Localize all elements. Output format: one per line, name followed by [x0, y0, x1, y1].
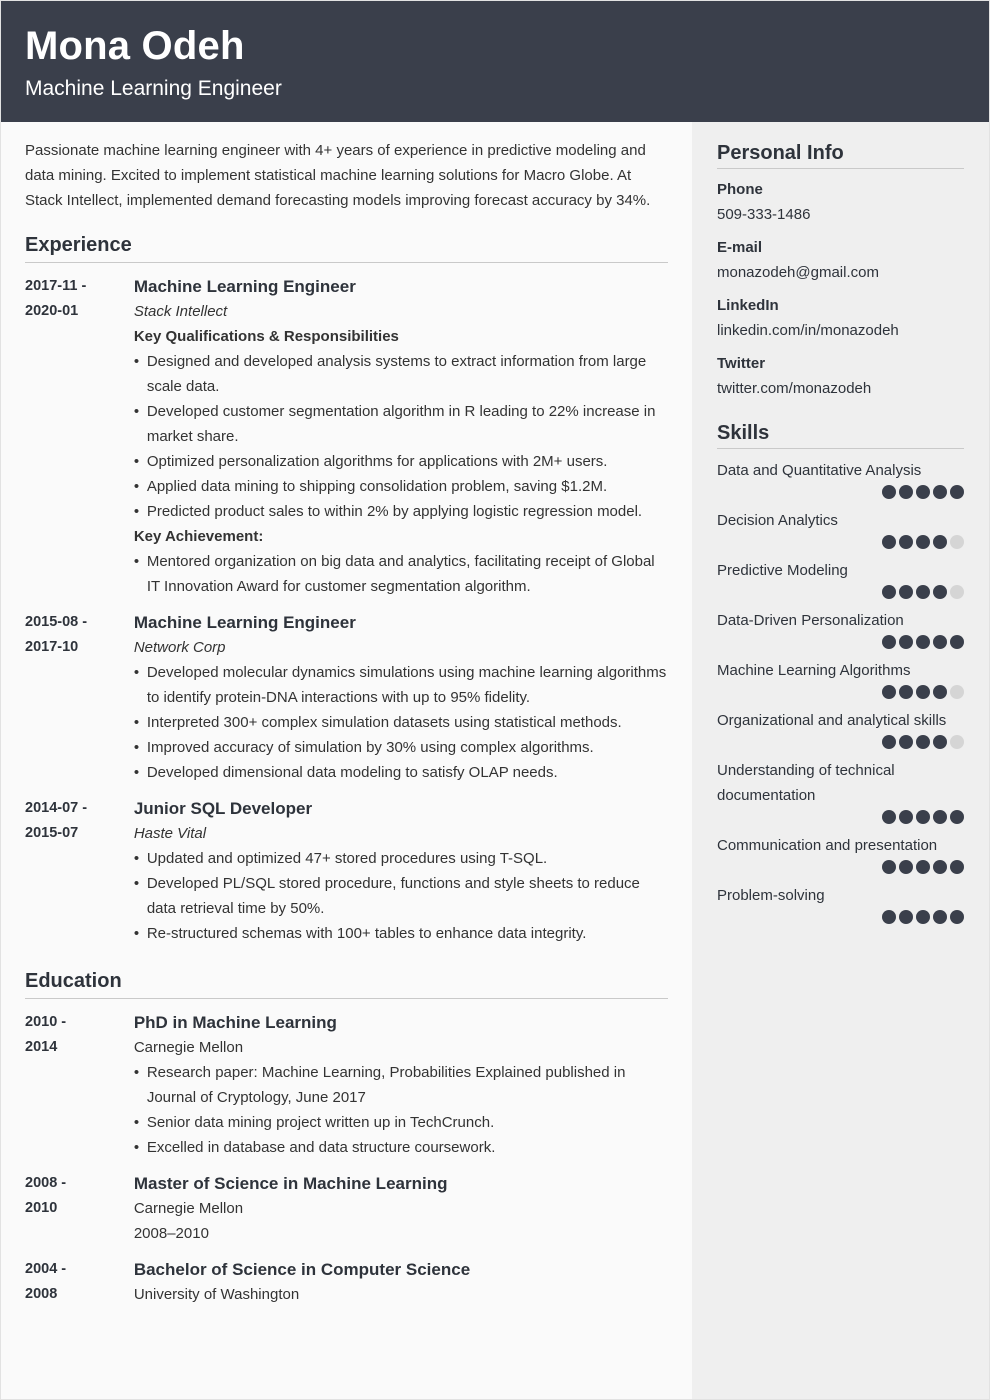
- skill-item: [717, 883, 964, 924]
- job-title: Machine Learning Engineer: [133, 277, 356, 296]
- responsibilities-heading: Key Qualifications & Responsibilities: [133, 328, 399, 345]
- skill-name: Understanding of technical documentation: [717, 762, 895, 804]
- rating-dot-filled: [882, 535, 896, 549]
- main-column: [1, 122, 692, 1399]
- entry-content: [134, 274, 668, 599]
- date-end: 2015-07: [25, 825, 79, 841]
- skill-rating: [717, 585, 964, 599]
- entry-content: [134, 1010, 668, 1160]
- date-start: 2008 -: [25, 1175, 67, 1191]
- rating-dot-filled: [950, 860, 964, 874]
- resume-header: [1, 1, 989, 122]
- rating-dot-filled: [882, 810, 896, 824]
- skill-rating: [717, 860, 964, 874]
- email-label: E-mail: [717, 239, 763, 256]
- rating-dot-filled: [882, 585, 896, 599]
- date-start: 2014-07 -: [25, 800, 88, 816]
- list-item: • Designed and developed analysis systems to extract information from large scale data.: [134, 349, 668, 399]
- entry-dates: [25, 1171, 134, 1246]
- education-heading: Education: [25, 968, 668, 999]
- candidate-name: Mona Odeh: [25, 24, 245, 68]
- education-details-list: [134, 1060, 668, 1160]
- degree-title: Master of Science in Machine Learning: [133, 1174, 448, 1193]
- rating-dot-filled: [950, 810, 964, 824]
- school-name: Carnegie Mellon: [133, 1200, 244, 1217]
- skill-item: [717, 608, 964, 649]
- sidebar: [692, 122, 989, 1399]
- rating-dot-filled: [933, 910, 947, 924]
- date-end: 2014: [25, 1039, 58, 1055]
- job-title: Machine Learning Engineer: [133, 613, 356, 632]
- rating-dot-filled: [882, 685, 896, 699]
- rating-dot-filled: [899, 910, 913, 924]
- skill-name: Data and Quantitative Analysis: [717, 462, 922, 479]
- school-name: Carnegie Mellon: [133, 1039, 244, 1056]
- date-end: 2020-01: [25, 303, 79, 319]
- twitter-value: twitter.com/monazodeh: [717, 380, 872, 397]
- rating-dot-filled: [933, 585, 947, 599]
- education-years: 2008–2010: [133, 1225, 209, 1242]
- responsibilities-list: [134, 349, 668, 524]
- linkedin-value: linkedin.com/in/monazodeh: [717, 322, 899, 339]
- skill-name: Predictive Modeling: [717, 562, 848, 579]
- list-item: • Applied data mining to shipping consolidation problem, saving $1.2M.: [134, 474, 668, 499]
- list-item: • Senior data mining project written up in TechCrunch.: [134, 1110, 668, 1135]
- entry-dates: [25, 274, 134, 599]
- rating-dot-filled: [916, 860, 930, 874]
- entry-dates: [25, 1010, 134, 1160]
- rating-dot-filled: [933, 535, 947, 549]
- skill-name: Organizational and analytical skills: [717, 712, 947, 729]
- skill-name: Machine Learning Algorithms: [717, 662, 911, 679]
- list-item: • Interpreted 300+ complex simulation datasets using statistical methods.: [134, 710, 668, 735]
- list-item: • Excelled in database and data structure coursework.: [134, 1135, 668, 1160]
- experience-entry: [25, 610, 668, 785]
- skill-item: [717, 833, 964, 874]
- skill-rating: [717, 810, 964, 824]
- list-item: • Mentored organization on big data and analytics, facilitating receipt of Global IT Innovation Award for customer segmentation algorithm.: [134, 549, 668, 599]
- responsibilities-list: [134, 660, 668, 785]
- date-end: 2010: [25, 1200, 58, 1216]
- skill-item: [717, 708, 964, 749]
- date-start: 2017-11 -: [25, 278, 87, 294]
- date-end: 2017-10: [25, 639, 79, 655]
- phone-label: Phone: [717, 181, 763, 198]
- responsibilities-list: [134, 846, 668, 946]
- list-item: • Improved accuracy of simulation by 30% using complex algorithms.: [134, 735, 668, 760]
- list-item: • Developed dimensional data modeling to satisfy OLAP needs.: [134, 760, 668, 785]
- list-item: • Updated and optimized 47+ stored procedures using T-SQL.: [134, 846, 668, 871]
- list-item: • Optimized personalization algorithms for applications with 2M+ users.: [134, 449, 668, 474]
- list-item: • Research paper: Machine Learning, Probabilities Explained published in Journal of Cryptology, June 2017: [134, 1060, 668, 1110]
- list-item: • Developed molecular dynamics simulations using machine learning algorithms to identify protein-DNA interactions with up to 95% fidelity.: [134, 660, 668, 710]
- education-entry: [25, 1171, 668, 1246]
- rating-dot-filled: [933, 810, 947, 824]
- list-item: • Re-structured schemas with 100+ tables to enhance data integrity.: [134, 921, 668, 946]
- rating-dot-filled: [882, 860, 896, 874]
- rating-dot-filled: [933, 485, 947, 499]
- rating-dot-filled: [916, 685, 930, 699]
- rating-dot-filled: [899, 685, 913, 699]
- rating-dot-filled: [950, 635, 964, 649]
- rating-dot-filled: [950, 485, 964, 499]
- entry-content: [134, 610, 668, 785]
- job-title: Junior SQL Developer: [133, 799, 313, 818]
- rating-dot-filled: [882, 735, 896, 749]
- rating-dot-filled: [916, 535, 930, 549]
- entry-dates: [25, 1257, 134, 1307]
- rating-dot-filled: [899, 635, 913, 649]
- entry-dates: [25, 796, 134, 946]
- candidate-role: Machine Learning Engineer: [25, 77, 282, 100]
- rating-dot-filled: [899, 585, 913, 599]
- email-value: monazodeh@gmail.com: [717, 264, 879, 281]
- rating-dot-empty: [950, 585, 964, 599]
- skill-name: Data-Driven Personalization: [717, 612, 904, 629]
- company-name: Network Corp: [133, 639, 226, 656]
- rating-dot-filled: [916, 910, 930, 924]
- rating-dot-filled: [899, 860, 913, 874]
- degree-title: Bachelor of Science in Computer Science: [133, 1260, 471, 1279]
- skill-item: [717, 458, 964, 499]
- skill-item: [717, 658, 964, 699]
- rating-dot-filled: [899, 485, 913, 499]
- skill-rating: [717, 685, 964, 699]
- achievements-list: [134, 549, 668, 599]
- skill-name: Communication and presentation: [717, 837, 938, 854]
- rating-dot-empty: [950, 535, 964, 549]
- skill-item: [717, 508, 964, 549]
- resume-body: [1, 122, 989, 1399]
- skill-rating: [717, 735, 964, 749]
- education-entry: [25, 1010, 668, 1160]
- date-end: 2008: [25, 1286, 58, 1302]
- experience-entry: [25, 796, 668, 946]
- company-name: Stack Intellect: [133, 303, 228, 320]
- rating-dot-filled: [882, 485, 896, 499]
- education-entry: [25, 1257, 668, 1307]
- skill-name: Problem-solving: [717, 887, 825, 904]
- experience-entry: [25, 274, 668, 599]
- rating-dot-filled: [933, 685, 947, 699]
- skill-rating: [717, 635, 964, 649]
- skill-item: [717, 758, 964, 824]
- rating-dot-filled: [916, 585, 930, 599]
- rating-dot-filled: [916, 810, 930, 824]
- skills-heading: Skills: [717, 420, 964, 449]
- twitter-label: Twitter: [717, 355, 766, 372]
- list-item: • Predicted product sales to within 2% by applying logistic regression model.: [134, 499, 668, 524]
- school-name: University of Washington: [133, 1286, 300, 1303]
- rating-dot-filled: [899, 535, 913, 549]
- rating-dot-filled: [916, 485, 930, 499]
- company-name: Haste Vital: [133, 825, 207, 842]
- date-start: 2004 -: [25, 1261, 67, 1277]
- rating-dot-filled: [882, 635, 896, 649]
- rating-dot-filled: [933, 735, 947, 749]
- rating-dot-empty: [950, 735, 964, 749]
- summary-text: Passionate machine learning engineer with 4+ years of experience in predictive modeling and data mining. Excited to implement statistical machine learning solutions for Macro Globe. At Stack Intellect, implemented demand forecasting models improving forecast accuracy by 34%.: [25, 142, 651, 209]
- rating-dot-filled: [933, 860, 947, 874]
- rating-dot-filled: [933, 635, 947, 649]
- rating-dot-filled: [882, 910, 896, 924]
- experience-heading: Experience: [25, 232, 668, 263]
- rating-dot-empty: [950, 685, 964, 699]
- entry-dates: [25, 610, 134, 785]
- personal-info-heading: Personal Info: [717, 140, 964, 169]
- date-start: 2010 -: [25, 1014, 67, 1030]
- entry-content: [134, 1171, 668, 1246]
- skill-rating: [717, 535, 964, 549]
- skill-name: Decision Analytics: [717, 512, 838, 529]
- achievement-heading: Key Achievement:: [133, 528, 264, 545]
- date-start: 2015-08 -: [25, 614, 88, 630]
- skill-rating: [717, 910, 964, 924]
- degree-title: PhD in Machine Learning: [133, 1013, 337, 1032]
- rating-dot-filled: [950, 910, 964, 924]
- phone-value: 509-333-1486: [717, 206, 811, 223]
- rating-dot-filled: [899, 735, 913, 749]
- entry-content: [134, 796, 668, 946]
- rating-dot-filled: [916, 735, 930, 749]
- list-item: • Developed PL/SQL stored procedure, functions and style sheets to reduce data retrieval time by 50%.: [134, 871, 668, 921]
- entry-content: [134, 1257, 668, 1307]
- skill-rating: [717, 485, 964, 499]
- linkedin-label: LinkedIn: [717, 297, 779, 314]
- skill-item: [717, 558, 964, 599]
- rating-dot-filled: [916, 635, 930, 649]
- list-item: • Developed customer segmentation algorithm in R leading to 22% increase in market share.: [134, 399, 668, 449]
- rating-dot-filled: [899, 810, 913, 824]
